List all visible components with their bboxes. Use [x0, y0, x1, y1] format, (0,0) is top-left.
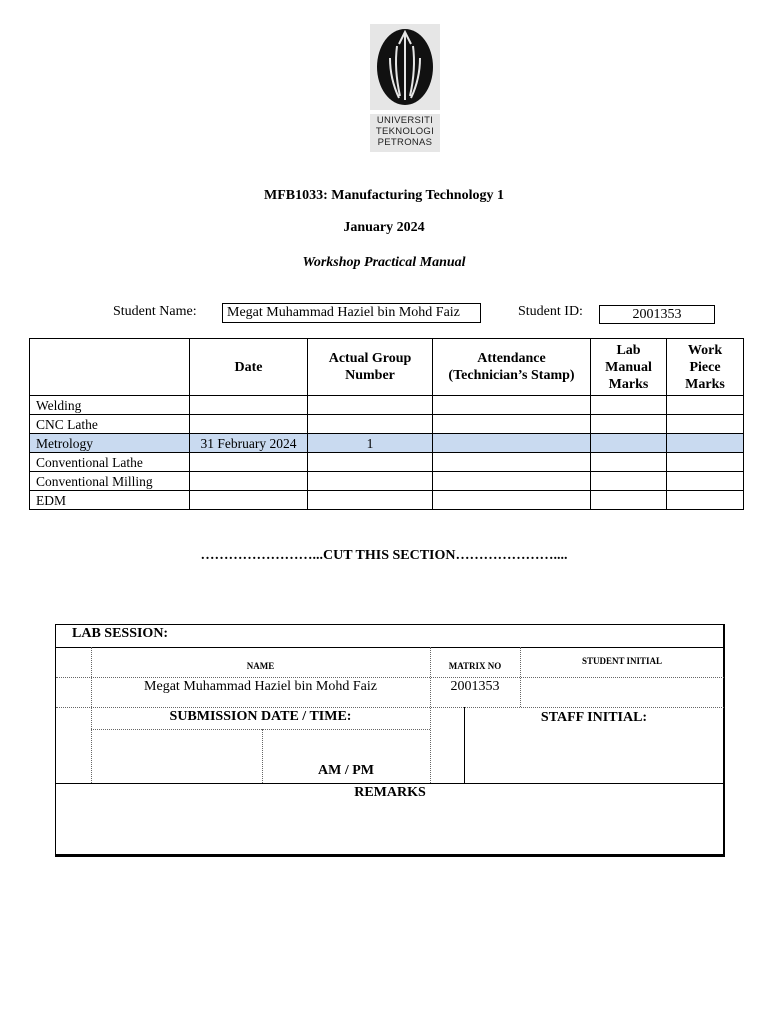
matrix-column-header: MATRIX NO — [448, 661, 502, 671]
name-column-header: NAME — [246, 661, 275, 671]
table-header-group: Actual Group Number — [308, 339, 433, 396]
lab-marks-cell — [591, 491, 667, 510]
table-header-session — [30, 339, 190, 396]
work-marks-cell — [667, 415, 744, 434]
cut-section-divider: ……………………...CUT THIS SECTION………………….... — [200, 548, 568, 563]
slip-matrix-number[interactable]: 2001353 — [450, 679, 500, 694]
logo-line-2: TEKNOLOGI — [375, 126, 435, 137]
student-id-label: Student ID: — [518, 304, 583, 319]
student-initial-header: STUDENT INITIAL — [581, 656, 663, 666]
logo-line-3: PETRONAS — [377, 137, 433, 148]
attendance-cell — [433, 415, 591, 434]
session-cell: Metrology — [30, 434, 190, 453]
submission-label: SUBMISSION DATE / TIME: — [169, 709, 352, 724]
lab-marks-cell — [591, 396, 667, 415]
lab-session-slip — [55, 624, 725, 857]
group-cell[interactable] — [308, 415, 433, 434]
table-row-highlighted — [30, 434, 744, 453]
lab-marks-cell — [591, 434, 667, 453]
attendance-cell — [433, 472, 591, 491]
lab-sessions-table — [29, 338, 744, 510]
lab-marks-cell — [591, 453, 667, 472]
lab-marks-cell — [591, 415, 667, 434]
table-row — [30, 453, 744, 472]
remarks-label: REMARKS — [354, 785, 426, 800]
work-marks-cell — [667, 396, 744, 415]
slip-student-name[interactable]: Megat Muhammad Haziel bin Mohd Faiz — [144, 679, 377, 694]
course-title: MFB1033: Manufacturing Technology 1 — [264, 188, 504, 203]
session-cell: Conventional Lathe — [30, 453, 190, 472]
date-cell[interactable] — [190, 396, 308, 415]
university-logo — [370, 24, 440, 152]
am-pm-label: AM / PM — [318, 763, 374, 778]
table-row — [30, 491, 744, 510]
form-rule — [91, 729, 430, 730]
table-header-work-piece: Work Piece Marks — [667, 339, 744, 396]
group-cell[interactable]: 1 — [308, 434, 433, 453]
group-cell[interactable] — [308, 453, 433, 472]
table-header-row — [30, 339, 744, 396]
date-cell[interactable] — [190, 415, 308, 434]
date-cell[interactable] — [190, 472, 308, 491]
attendance-cell — [433, 491, 591, 510]
work-marks-cell — [667, 434, 744, 453]
student-name-field[interactable]: Megat Muhammad Haziel bin Mohd Faiz — [222, 303, 481, 323]
table-row — [30, 415, 744, 434]
work-marks-cell — [667, 472, 744, 491]
date-cell[interactable]: 31 February 2024 — [190, 434, 308, 453]
date-cell[interactable] — [190, 491, 308, 510]
student-id-field[interactable]: 2001353 — [599, 305, 715, 324]
table-header-date: Date — [190, 339, 308, 396]
student-name-label: Student Name: — [113, 304, 197, 319]
table-row — [30, 396, 744, 415]
lab-session-label: LAB SESSION: — [72, 626, 169, 641]
lab-marks-cell — [591, 472, 667, 491]
table-header-attendance: Attendance (Technician’s Stamp) — [433, 339, 591, 396]
attendance-cell — [433, 434, 591, 453]
work-marks-cell — [667, 491, 744, 510]
date-cell[interactable] — [190, 453, 308, 472]
term-date: January 2024 — [343, 220, 425, 235]
session-cell: CNC Lathe — [30, 415, 190, 434]
logo-emblem-icon — [370, 24, 440, 110]
session-cell: EDM — [30, 491, 190, 510]
group-cell[interactable] — [308, 472, 433, 491]
attendance-cell — [433, 453, 591, 472]
form-rule — [56, 647, 724, 648]
remarks-field[interactable] — [62, 803, 718, 851]
attendance-cell — [433, 396, 591, 415]
work-marks-cell — [667, 453, 744, 472]
staff-initial-label: STAFF INITIAL: — [540, 710, 648, 725]
table-row — [30, 472, 744, 491]
group-cell[interactable] — [308, 396, 433, 415]
session-cell: Welding — [30, 396, 190, 415]
form-rule — [56, 707, 724, 708]
table-header-lab-manual: Lab Manual Marks — [591, 339, 667, 396]
form-rule — [56, 783, 724, 784]
group-cell[interactable] — [308, 491, 433, 510]
session-cell: Conventional Milling — [30, 472, 190, 491]
student-initial-field[interactable] — [526, 679, 716, 705]
manual-subtitle: Workshop Practical Manual — [302, 255, 466, 270]
form-rule — [56, 677, 724, 678]
logo-line-1: UNIVERSITI — [376, 115, 434, 126]
